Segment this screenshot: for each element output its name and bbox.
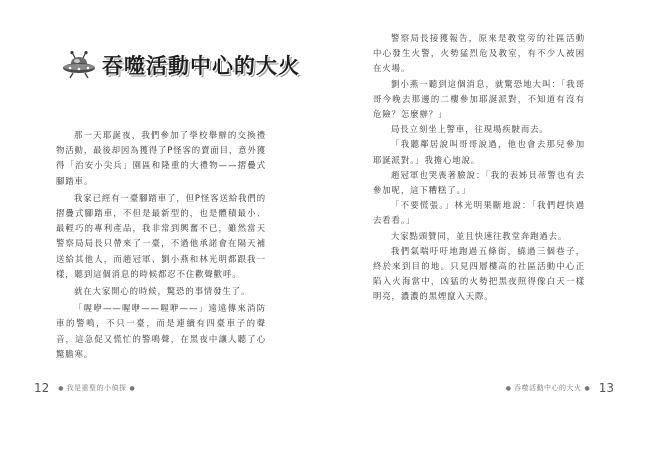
paragraph: 「我聽鄰居說叫哥哥說過，他也會去那兒參加耶誕派對。」我擔心地說。: [373, 139, 585, 165]
running-title: 我是重聖的小偵探: [66, 384, 127, 392]
right-footer: [503, 381, 614, 395]
paragraph: 那一天耶誕夜，我們參加了學校舉辦的交換禮物活動，最後却因為獲得了P怪客的賣面目，意外獲得「治安小尖兵」園區和隆重的大禮物——摺疊式腳踏車。: [56, 130, 266, 186]
paragraph: 劉小燕一聽到這個消息，就驚恐地大叫：「我哥哥今晚去那邊的二樓參加耶誕派對，不知道有沒有危險？怎麼辦？」: [373, 78, 585, 120]
page-number: 12: [34, 381, 50, 395]
dot-icon: ●: [584, 384, 590, 392]
paragraph: 「不要慌張。」林光明果斷地說：「我們趕快過去看看。」: [373, 200, 585, 226]
dot-icon: ●: [58, 384, 64, 392]
dot-icon: ●: [129, 384, 135, 392]
right-page: [325, 0, 650, 458]
dot-icon: ●: [505, 384, 511, 392]
paragraph: 警察局長接獲報告，原來是教堂旁的社區活動中心發生火警，火勢猛烈危及教室，有不少人被困在火場。: [373, 33, 585, 74]
ufo-icon: [62, 51, 96, 79]
left-body-text: [56, 128, 266, 362]
chapter-title: 吞噬活動中心的大火: [102, 54, 300, 78]
paragraph: 「喔咿——喔咿——喔咿——」遠遠傳來消防車的警鳴，不只一臺，而是連續有四臺車子的聲音，這急促又慌忙的警鳴聲，在黑夜中讓人聽了心驚膽寒。: [56, 303, 266, 359]
paragraph: 我們氣喘吁吁地跑過五條街，繞過三個巷子，終於來到目的地。只見四層樓高的社區活動中心正陷入火海當中，凶猛的火勢把黑夜照得像白天一樣明亮，濃濃的黑煙竄入天際。: [373, 245, 585, 302]
left-footer: [34, 381, 138, 395]
right-body-text: [373, 31, 585, 305]
running-title: 吞噬活動中心的大火: [513, 384, 582, 392]
chapter-heading: [62, 50, 300, 80]
paragraph: 就在大家開心的時候，驚恐的事情發生了。: [74, 286, 251, 297]
paragraph: 趙冠軍也哭喪著臉說：「我的表姊貝蒂警也有去參加呢，這下糟糕了。」: [373, 169, 585, 196]
paragraph: 大家點頭贊同，並且快速往教堂奔跑過去。: [391, 230, 568, 241]
paragraph: 我家已經有一臺腳踏車了，但P怪客送給我們的摺疊式腳踏車，不但是最新型的，也是體積最小、最輕巧的專利產品，我非常到興奮不已，雖然當天警察局局長只帶來了一臺，不過他承諾會在隔天補送給其他人，而趙冠軍、劉小燕和林光明都跟我一樣，聽到這個消息的時候都忍不住歡聲歡呼。: [56, 192, 266, 279]
page-number: 13: [598, 381, 614, 395]
paragraph: 局長立刻坐上警車，往現場疾駛而去。: [391, 124, 549, 135]
